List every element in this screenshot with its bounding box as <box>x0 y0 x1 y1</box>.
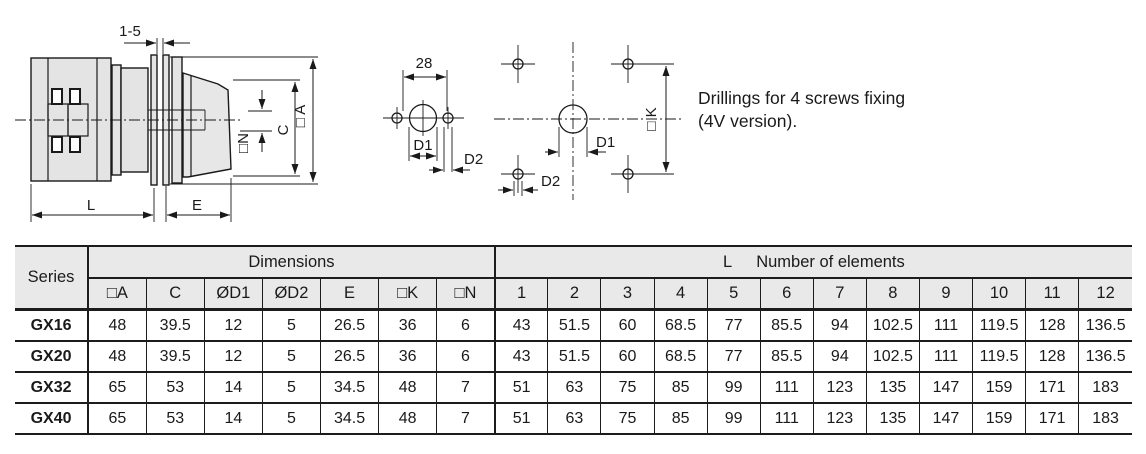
dim-cell: 14 <box>204 372 262 403</box>
element-col-header: 3 <box>601 278 654 310</box>
element-cell: 60 <box>601 310 654 342</box>
element-cell: 85 <box>654 403 707 434</box>
element-cell: 51 <box>495 372 548 403</box>
element-cell: 85 <box>654 372 707 403</box>
element-cell: 75 <box>601 372 654 403</box>
table-row <box>15 403 1132 434</box>
dim-label-d1: D1 <box>596 134 616 151</box>
table-row <box>15 310 1132 342</box>
dim-label-c: C <box>275 124 292 136</box>
series-cell: GX32 <box>15 372 88 403</box>
dim-col-header: ØD1 <box>204 278 262 310</box>
element-cell: 135 <box>866 372 919 403</box>
element-cell: 128 <box>1026 341 1079 372</box>
dim-label-a: □ A <box>292 104 309 128</box>
dimensions-table <box>15 245 1132 435</box>
series-cell: GX40 <box>15 403 88 434</box>
element-col-header: 2 <box>548 278 601 310</box>
element-cell: 111 <box>760 372 813 403</box>
element-cell: 147 <box>919 403 972 434</box>
element-col-header: 10 <box>973 278 1026 310</box>
dimensions-table-wrap <box>15 245 1132 435</box>
element-cell: 183 <box>1079 372 1132 403</box>
element-cell: 128 <box>1026 310 1079 342</box>
series-header: Series <box>15 246 88 310</box>
element-cell: 63 <box>548 403 601 434</box>
dim-label-l: L <box>86 197 96 214</box>
dim-cell: 34.5 <box>320 372 378 403</box>
dim-cell: 53 <box>146 403 204 434</box>
dim-label-e: E <box>191 197 203 214</box>
element-cell: 63 <box>548 372 601 403</box>
dim-col-header: □K <box>379 278 437 310</box>
element-col-header: 12 <box>1079 278 1132 310</box>
dim-cell: 39.5 <box>146 310 204 342</box>
element-cell: 99 <box>707 372 760 403</box>
series-cell: GX20 <box>15 341 88 372</box>
knob <box>183 73 231 177</box>
dim-col-header: E <box>320 278 378 310</box>
drillings-note-line1: Drillings for 4 screws fixing <box>698 88 906 108</box>
two-screw-drilling-drawing <box>383 55 483 172</box>
side-view-drawing <box>15 23 318 222</box>
dim-cell: 48 <box>88 310 146 342</box>
dim-col-header: □N <box>437 278 495 310</box>
dim-label-spacing: 28 <box>415 55 433 72</box>
dim-cell: 34.5 <box>320 403 378 434</box>
dim-cell: 5 <box>262 403 320 434</box>
dim-label-d2: D2 <box>541 173 561 190</box>
dim-cell: 12 <box>204 341 262 372</box>
dim-cell: 48 <box>88 341 146 372</box>
dim-label-panel-range: 1-5 <box>119 23 141 40</box>
element-cell: 135 <box>866 403 919 434</box>
dim-cell: 5 <box>262 372 320 403</box>
element-cell: 94 <box>813 341 866 372</box>
element-cell: 75 <box>601 403 654 434</box>
dim-label-k: □ K <box>643 107 660 131</box>
element-cell: 94 <box>813 310 866 342</box>
element-cell: 99 <box>707 403 760 434</box>
dim-cell: 26.5 <box>320 341 378 372</box>
terminal <box>52 89 62 104</box>
dim-col-header: C <box>146 278 204 310</box>
element-cell: 43 <box>495 341 548 372</box>
dim-cell: 7 <box>437 403 495 434</box>
dim-cell: 36 <box>379 341 437 372</box>
dim-col-header: ØD2 <box>262 278 320 310</box>
element-col-header: 7 <box>813 278 866 310</box>
element-cell: 171 <box>1026 403 1079 434</box>
element-col-header: 9 <box>919 278 972 310</box>
dim-cell: 48 <box>379 372 437 403</box>
dim-cell: 39.5 <box>146 341 204 372</box>
element-cell: 123 <box>813 403 866 434</box>
elements-header-l: L <box>723 252 733 271</box>
element-cell: 183 <box>1079 403 1132 434</box>
element-cell: 119.5 <box>973 310 1026 342</box>
element-cell: 159 <box>973 403 1026 434</box>
dim-cell: 65 <box>88 403 146 434</box>
element-cell: 77 <box>707 341 760 372</box>
element-cell: 102.5 <box>866 341 919 372</box>
element-cell: 136.5 <box>1079 310 1132 342</box>
element-cell: 119.5 <box>973 341 1026 372</box>
element-cell: 159 <box>973 372 1026 403</box>
element-cell: 123 <box>813 372 866 403</box>
element-cell: 68.5 <box>654 310 707 342</box>
dim-cell: 48 <box>379 403 437 434</box>
four-screw-drilling-drawing <box>494 42 684 200</box>
element-cell: 111 <box>919 310 972 342</box>
switch-body <box>31 58 111 181</box>
dim-cell: 53 <box>146 372 204 403</box>
dim-label-d1: D1 <box>413 137 433 154</box>
element-cell: 51.5 <box>548 310 601 342</box>
element-cell: 60 <box>601 341 654 372</box>
dim-cell: 14 <box>204 403 262 434</box>
dim-label-n: □N <box>235 133 252 153</box>
elements-group-header <box>495 246 1132 278</box>
element-cell: 171 <box>1026 372 1079 403</box>
element-cell: 111 <box>919 341 972 372</box>
dim-cell: 36 <box>379 310 437 342</box>
element-cell: 51 <box>495 403 548 434</box>
element-cell: 43 <box>495 310 548 342</box>
element-cell: 136.5 <box>1079 341 1132 372</box>
dim-label-d2: D2 <box>464 151 484 168</box>
dim-cell: 6 <box>437 310 495 342</box>
element-cell: 147 <box>919 372 972 403</box>
dim-cell: 5 <box>262 310 320 342</box>
element-cell: 51.5 <box>548 341 601 372</box>
dim-cell: 26.5 <box>320 310 378 342</box>
dimensions-group-header: Dimensions <box>88 246 495 278</box>
element-cell: 85.5 <box>760 341 813 372</box>
element-cell: 102.5 <box>866 310 919 342</box>
series-cell: GX16 <box>15 310 88 342</box>
dim-cell: 12 <box>204 310 262 342</box>
element-cell: 85.5 <box>760 310 813 342</box>
table-row <box>15 341 1132 372</box>
element-col-header: 5 <box>707 278 760 310</box>
element-col-header: 4 <box>654 278 707 310</box>
dim-cell: 65 <box>88 372 146 403</box>
terminal <box>70 89 80 104</box>
dim-cell: 5 <box>262 341 320 372</box>
dim-cell: 6 <box>437 341 495 372</box>
terminal <box>70 137 80 152</box>
dim-cell: 7 <box>437 372 495 403</box>
element-cell: 68.5 <box>654 341 707 372</box>
drillings-note-line2: (4V version). <box>698 111 798 131</box>
terminal <box>52 137 62 152</box>
dim-col-header: □A <box>88 278 146 310</box>
element-cell: 77 <box>707 310 760 342</box>
element-col-header: 1 <box>495 278 548 310</box>
elements-header-text: Number of elements <box>756 252 905 271</box>
table-row <box>15 372 1132 403</box>
element-col-header: 8 <box>866 278 919 310</box>
element-col-header: 6 <box>760 278 813 310</box>
element-cell: 111 <box>760 403 813 434</box>
element-col-header: 11 <box>1026 278 1079 310</box>
